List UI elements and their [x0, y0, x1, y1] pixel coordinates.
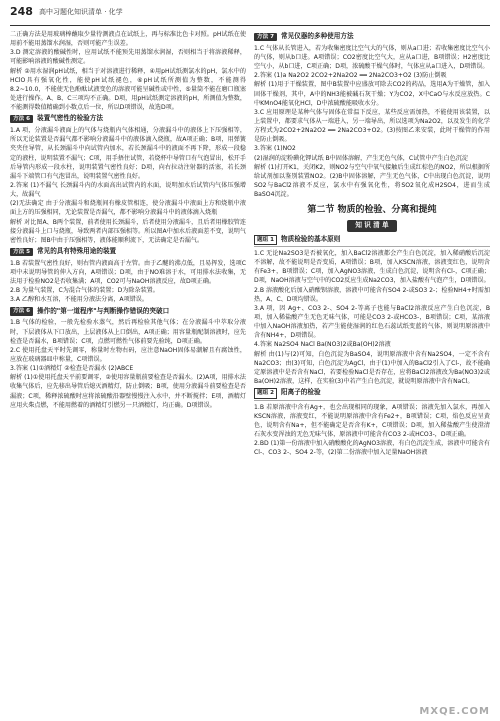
knowledge-list-label [254, 220, 490, 232]
method-heading [10, 247, 246, 257]
paragraph: 3.A 乙醇和水互溶，不能用分液法分离，A项错误。 [10, 296, 148, 304]
paragraph: 1.B 若装置气密性良好，则右管内液面高于左管。由于乙醚的沸点低，且易挥发，选项C项中未说明导管的伸入方向，A项错误；D项，由于NO难溶于水，可用排水法收集，无法用于检验NO2是否收集满；A项，CO2可与NaOH溶液反应，故D项正确。 [10, 259, 246, 286]
paragraph: 3.答案 (1)NO2 [254, 145, 296, 153]
paragraph: 解析 ②用水湿润pH试纸，相当于对溶液进行稀释，④用pH试纸测氯水的pH，氯水中的HClO具有强氧化性，能使pH试纸褪色，⑥pH试纸所测值为整数，不能测得8.2~10.0，不能使无色酚酞试液变色的溶液可能呈碱性或中性，⑤量筒不能在磨口瓶塞处进行操作。A、B、C三项均不正确。D项，用pH试纸测定溶液的pH，所测值为整数，不能测得数值精确到小数点后一位，所以D项错误，故选D项。 [10, 67, 246, 112]
paragraph: 3.答案 (1)①酒精灯 ②检查是否漏水 (2)ABCE [10, 365, 134, 373]
paragraph: 2.答案 (1)不漏气 长颈漏斗内的水面高出试管内的水面，说明加水后试管内气体压强增大，故漏气 [10, 182, 246, 199]
method-heading [10, 307, 246, 317]
topic-title: 阳离子的检验 [281, 388, 321, 397]
topic-heading [254, 388, 490, 400]
method-heading [254, 32, 490, 42]
paragraph: (2)湿润的淀粉碘化钾试纸 B中固体溶解，产生无色气体，C试管中产生白色沉淀 [254, 154, 469, 162]
topic-title: 物质检验的基本原则 [281, 234, 341, 243]
paragraph: 2.答案 (1)a Na2O2 2CO2+2Na2O2 ══ 2Na2CO3+O2 (3)防止倒吸 [254, 72, 447, 80]
paragraph: 解析 (1)①使用托盘天平前要调零，②使用容量瓶前要检查是否漏水。(2)A项，用排水法收集气体后，应先移出导管后熄灭酒精灯，防止倒吸；B项，使用分液漏斗前要检查是否漏液；C项，稀释浓硫酸时应将浓硫酸沿器壁慢慢注入水中，并不断搅拌；E项，酒精灯应用火柴点燃，不能用燃着的酒精灯引燃另一只酒精灯，均正确。D项错误。 [10, 374, 246, 409]
method-title: 操作的"第一道程序"与判断操作错误的突破口 [37, 306, 170, 315]
paragraph: 2.B 溶液酸化后加入硝酸钡溶液，溶液中可能含有SO4 2-或SO3 2-；检验NH4+时需加热，A、C、D项均错误。 [254, 286, 490, 303]
paragraph: (2)无法确定 由于分液漏斗和烧瓶间有橡皮管相连，使分液漏斗中液面上方和烧瓶中液面上方的压强相同，无论装置是否漏气，都不影响分液漏斗中的液体滴入烧瓶 [10, 200, 246, 217]
knowledge-list-text: 知 识 清 单 [347, 220, 396, 232]
paragraph: 2.BD (1)第一份溶液中加入硝酸酸化的AgNO3溶液，有白色沉淀生成，溶液中可能含有Cl-、CO3 2-、SO4 2-等，(2)第二份溶液中加入足量NaOH溶液 [254, 440, 490, 457]
paragraph: 3.D 测定溶液的酸碱性时，应用试纸不能预先用蒸馏水润湿，否则相当于将溶液稀释，可能影响溶液的酸碱性测定。 [10, 49, 246, 66]
paragraph: 3.A 项，因 Ag+、CO3 2-、SO4 2-等离子也能与BaCl2溶液反应产生白色沉淀，B项，加入稀盐酸产生无色无味气体，可能是CO3 2-或HCO3-，B项错误；C项，某溶液中加入NaOH溶液加热，若产生能使湿润的红色石蕊试纸变蓝的气体，则说明原溶液中含有NH4+，D项错误。 [254, 304, 490, 340]
paragraph: 解析 由(1)与(2)可知，白色沉淀为BaSO4，说明原溶液中含有Na2SO4，一定不含有Na2CO3；由(3)可知，白色沉淀为AgCl，由于(1)中加入的BaCl2引入了Cl-，故不能确定原溶液中是否含有NaCl，若要检验NaCl是否存在，应将BaCl2溶液改为Ba(NO3)2或Ba(OH)2溶液，这样，在实验(3)中若产生白色沉淀，就说明原溶液中含有NaCl。 [254, 350, 490, 386]
paragraph: 2.B 为量气装置，C为混合气体的装置；D为除杂装置。 [10, 287, 159, 295]
method-title: 装置气密性的检验方法 [37, 114, 103, 123]
paragraph: 2.C 使用托盘天平时先调零，称量时左物右码，应注意NaOH固体易潮解且有腐蚀性，应放在玻璃器皿中称量，C项错误。 [10, 346, 246, 364]
topic-badge: 题组 1 [254, 235, 277, 245]
paragraph: 解析 (1)用于干燥装置，图中B装置中应盛放可除去CO2的药品，选用A为干燥管，加入固体干燥剂，其中，A中的NH3能被碱石灰干燥；Y为CO2，X中CaO与水反应放热。C中KMnO4能氧化HCl，D中浓硫酸能吸收水分。 [254, 81, 490, 107]
right-column [254, 30, 490, 457]
left-column [10, 30, 246, 457]
method-heading [10, 114, 246, 124]
paragraph: 4.答案 Na2SO4 NaCl Ba(NO3)2或Ba(OH)2溶液 [254, 341, 391, 349]
book-title: 高中习题化知识清单 · 化学 [38, 8, 123, 17]
method-title: 常见仪器的多种使用方法 [281, 32, 354, 40]
paragraph: 1.C 气体从长管进入，若为收集密度比空气大的气体，则从a口进；若收集密度比空气小的气体，则从b口进。A项错误；CO2密度比空气大，应从a口进，B项错误；H2密度比空气小，从b口进，C项正确；D项，浓硫酸干燥气体时，气体应从a口进入，D项错误。 [254, 44, 490, 71]
watermark: MXQE.COM [419, 706, 490, 717]
method-badge: 方法 5 [10, 248, 33, 256]
paragraph: 1.C 无论Na2SO3是否被氧化，加入BaCl2溶液都会产生白色沉淀，加入稀硝酸后沉淀不溶解，故不能说明是否变质，A项错误；B项，加入KSCN溶液，溶液变红色，说明含有Fe3+，B项错误；C项，加入AgNO3溶液，生成白色沉淀，说明含有Cl-，C项正确；D项，NaOH溶液与空气中的CO2反应生成Na2CO3，加入盐酸有气泡产生，D项错误。 [254, 250, 490, 285]
paragraph: 解析 (1)打开K1，关闭K2，则NO2与空气中氧气接触后生成红棕色的NO2，所以根据所给试剂加以鉴别装置NO2。(2)B中固体溶解，产生无色气体，C中出现白色沉淀，说明SO2与BaCl2溶液不反应，氯水中有强氧化性，将SO2氧化成H2SO4，进而生成BaSO4沉淀。 [254, 163, 490, 199]
paragraph: 3.C 应用原理是某种气体与固体在常温下反应，某些反应需加热，不能使用该装置，以上装置中，都要求气体从一端进入，另一端导出，所以选项为Na2O2，以及发生的化学方程式为2CO2+2Na2O2 ══ 2Na2CO3+O2。(3)按图乙来安装，此时干燥管的作用是防止倒吸。 [254, 108, 490, 144]
page-header [10, 0, 490, 26]
topic-heading [254, 235, 490, 247]
paragraph: 解析 对比图A、B两个装置，前者使用长颈漏斗，后者使用分液漏斗，且后者用橡胶管连接分液漏斗上口与烧瓶，导致两者内部压强相等。所以图A中加水后液面差不变，说明气密性良好；图B中由于压强相等，液体能顺利流下，无法确定是否漏气。 [10, 218, 246, 244]
page-number: 248 [10, 5, 33, 19]
topic-badge: 题组 2 [254, 388, 277, 398]
section-title: 第二节 物质的检验、分离和提纯 [307, 205, 437, 216]
method-badge: 方法 6 [10, 307, 33, 315]
method-badge: 方法 7 [254, 33, 277, 41]
method-title: 常见的具有特殊用途的装置 [37, 246, 117, 255]
paragraph: 1.B 气体的检验，一般先检验水蒸气，然后再检验其他气体；在分液漏斗中萃取分液时，下层液体从下口放出，上层液体从上口倒出，A项正确；用容量瓶配制溶液时，应先检查是否漏水，B项错误；C项，点燃可燃性气体前要先验纯，D项正确。 [10, 319, 246, 345]
paragraph: 1.B 若原溶液中含有Ag+，也会出现相同的现象，A项错误；溶液先加入氯水，再加入KSCN溶液，溶液变红，不能说明原溶液中含有Fe2+，B项错误；C项，焰色反应呈黄色，说明含有Na+，但不能确定是否含有K+，C项错误；D项，加入稀盐酸产生使澄清石灰水变浑浊的无色无味气体，原溶液中可能含有CO3 2-或HCO3-，D项正确。 [254, 403, 490, 438]
paragraph: 二正确方法是用玻璃棒蘸取少量待测液点在试纸上，再与标准比色卡对照。pH试纸在使用前不能用蒸馏水润湿，否则可能产生误差。 [10, 31, 246, 48]
paragraph: 1.A 项，分液漏斗液面上的气体与烧瓶内气体相通，分液漏斗中的液体上下压强相等，所以无论装置是否漏气都不影响分液漏斗中的液体滴入烧瓶，故A项正确；B项，用弹簧夹夹住导管，从长颈漏斗中向试管内加水，若长颈漏斗中的液面不再下降，形成一段稳定的液柱，说明装置不漏气；C项，用手捂住试管，若烧杯中导管口有气泡冒出，松开手后导管内形成一段水柱，说明装置气密性良好；D项，向右拉动注射器的活塞，若长颈漏斗下端管口有气泡冒出，说明装置气密性良好。 [10, 127, 246, 180]
method-badge: 方法 6 [10, 115, 33, 123]
